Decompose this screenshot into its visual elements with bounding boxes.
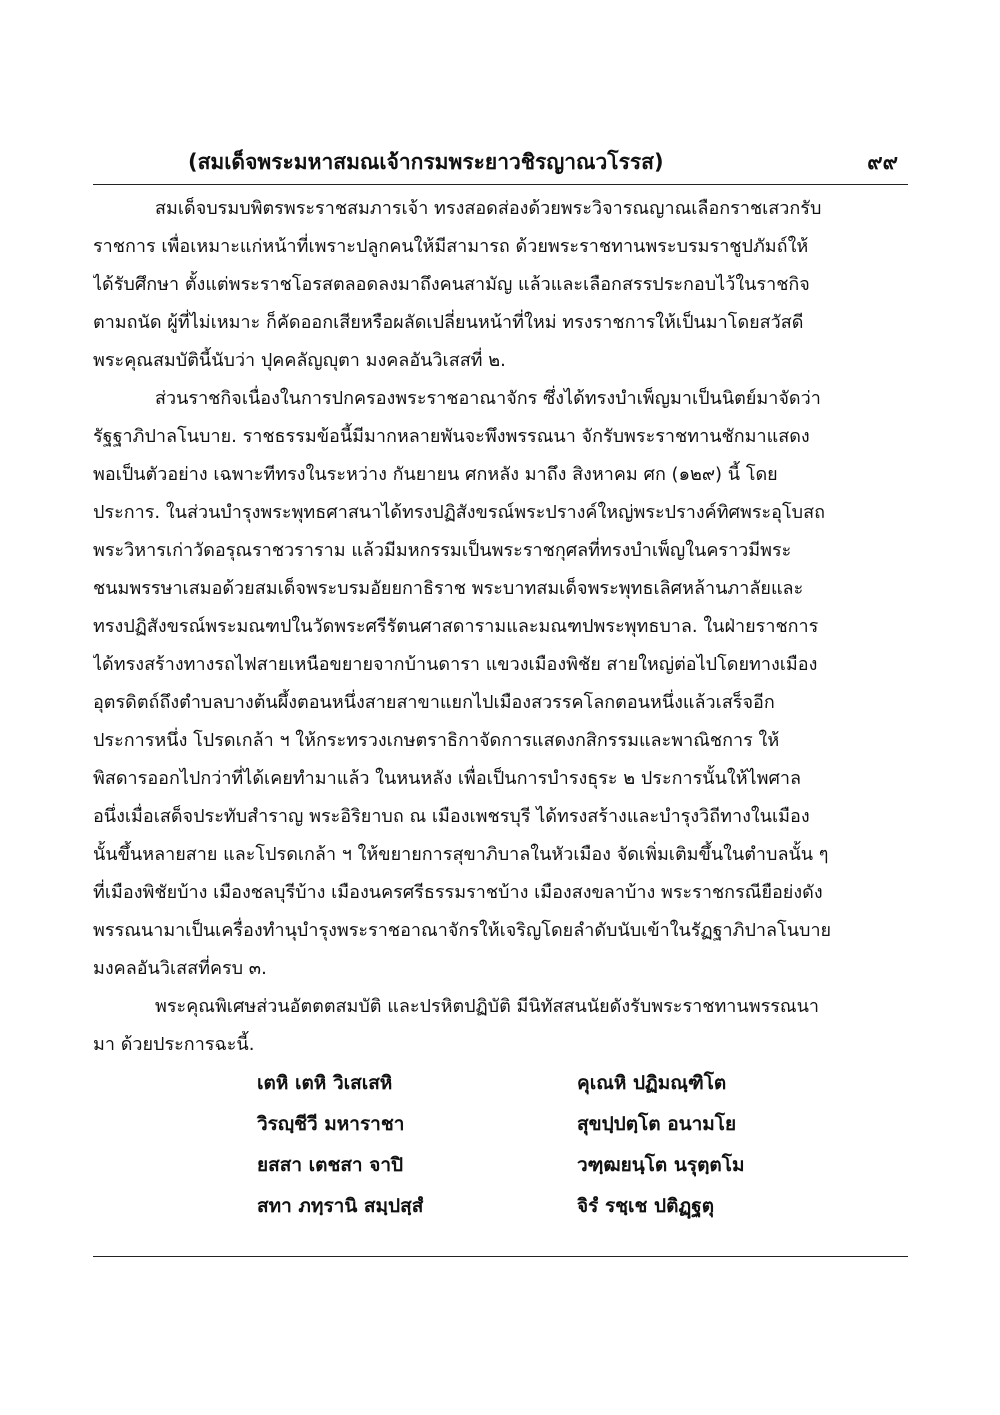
verse-second-half: จิรํ รชฺเช ปติฏฺฐตุ — [577, 1195, 715, 1217]
verse-first-half: เตหิ เตหิ วิเสเสหิ — [257, 1072, 393, 1094]
text-line: ประการ. ในส่วนบำรุงพระพุทธศาสนาได้ทรงปฏิสังขรณ์พระปรางค์ใหญ่พระปรางค์ทิศพระอุโบสถ — [93, 502, 825, 523]
text-line: สมเด็จบรมบพิตรพระราชสมภารเจ้า ทรงสอดส่องด้วยพระวิจารณญาณเลือกราชเสวกรับ — [155, 198, 822, 219]
text-line: พระคุณสมบัตินี้นับว่า ปุคคลัญญุตา มงคลอันวิเสสที่ ๒. — [93, 350, 506, 371]
text-line: ราชการ เพื่อเหมาะแก่หน้าที่เพราะปลูกคนให้มีสามารถ ด้วยพระราชทานพระบรมราชูปภัมถ์ให้ — [93, 236, 809, 257]
verse-row — [257, 1063, 817, 1104]
text-line: อุตรดิตถ์ถึงตำบลบางต้นผึ้งตอนหนึ่งสายสาขาแยกไปเมืองสวรรคโลกตอนหนึ่งแล้วเสร็จอีก — [93, 692, 775, 713]
verse-first-half: สทา ภทฺรานิ สมฺปสฺสํ — [257, 1195, 424, 1217]
verse-first-half: ยสสา เตชสา จาปิ — [257, 1154, 404, 1176]
verse-second-half: สุขปฺปตฺโต อนามโย — [577, 1113, 737, 1135]
text-line: ประการหนึ่ง โปรดเกล้า ฯ ให้กระทรวงเกษตราธิกาจัดการแสดงกสิกรรมและพาณิชการ ให้ — [93, 730, 780, 751]
text-line: พระวิหารเก่าวัดอรุณราชวราราม แล้วมีมหกรรมเป็นพระราชกุศลที่ทรงบำเพ็ญในคราวมีพระ — [93, 540, 792, 561]
verse-row — [257, 1104, 817, 1145]
text-line: ที่เมืองพิชัยบ้าง เมืองชลบุรีบ้าง เมืองนครศรีธรรมราชบ้าง เมืองสงขลาบ้าง พระราชกรณียือย่งดัง — [93, 882, 823, 903]
verse-second-half: คุเณหิ ปฏิมณฺฑิโต — [577, 1072, 727, 1094]
verse-row — [257, 1186, 817, 1227]
header-title: (สมเด็จพระมหาสมณเจ้ากรมพระยาวชิรญาณวโรรส) — [188, 150, 664, 174]
text-line: ส่วนราชกิจเนื่องในการปกครองพระราชอาณาจักร ซึ่งได้ทรงบำเพ็ญมาเป็นนิตย์มาจัดว่า — [155, 388, 821, 409]
text-line: พอเป็นตัวอย่าง เฉพาะทีทรงในระหว่าง กันยายน ศกหลัง มาถึง สิงหาคม ศก (๑๒๙) นี้ โดย — [93, 464, 778, 485]
text-line: อนึ่งเมื่อเสด็จประทับสำราญ พระอิริยาบถ ณ เมืองเพชรบุรี ได้ทรงสร้างและบำรุงวิถีทางในเมือง — [93, 806, 810, 827]
text-line: พรรณนามาเป็นเครื่องทำนุบำรุงพระราชอาณาจักรให้เจริญโดยลำดับนับเข้าในรัฏฐาภิปาลโนบาย — [93, 920, 832, 941]
text-line: มงคลอันวิเสสที่ครบ ๓. — [93, 958, 267, 979]
footer-divider — [93, 1256, 908, 1257]
verse-second-half: วฑฺฒยนฺโต นรุตฺตโม — [577, 1154, 745, 1176]
text-line: ชนมพรรษาเสมอด้วยสมเด็จพระบรมอัยยกาธิราช พระบาทสมเด็จพระพุทธเลิศหล้านภาลัยและ — [93, 578, 804, 599]
page-header — [93, 140, 908, 185]
verse-row — [257, 1145, 817, 1186]
pali-verse — [257, 1063, 817, 1227]
text-line: มา ด้วยประการฉะนี้. — [93, 1034, 255, 1055]
text-line: นั้นขึ้นหลายสาย และโปรดเกล้า ฯ ให้ขยายการสุขาภิบาลในหัวเมือง จัดเพิ่มเติมขึ้นในตำบลนั้น ๆ — [93, 844, 829, 865]
text-line: ตามถนัด ผู้ที่ไม่เหมาะ ก็คัดออกเสียหรือผลัดเปลี่ยนหน้าที่ใหม่ ทรงราชการให้เป็นมาโดยสวัสดี — [93, 312, 804, 333]
text-line: พระคุณพิเศษส่วนอัตตตสมบัติ และปรหิตปฏิบัติ มีนิทัสสนนัยดังรับพระราชทานพรรณนา — [155, 996, 820, 1017]
text-line: ทรงปฏิสังขรณ์พระมณฑปในวัดพระศรีรัตนศาสดารามและมณฑปพระพุทธบาล. ในฝ่ายราชการ — [93, 616, 819, 637]
text-line: พิสดารออกไปกว่าที่ได้เคยทำมาแล้ว ในหนหลัง เพื่อเป็นการบำรงธุระ ๒ ประการนั้นให้ไพศาล — [93, 768, 802, 789]
text-line: ได้รับศึกษา ตั้งแต่พระราชโอรสตลอดลงมาถึงคนสามัญ แล้วและเลือกสรรประกอบไว้ในราชกิจ — [93, 274, 810, 295]
text-line: รัฐฐาภิปาลโนบาย. ราชธรรมข้อนี้มีมากหลายพันจะพึงพรรณนา จักรับพระราชทานชักมาแสดง — [93, 426, 810, 447]
page-number: ๙๙ — [867, 150, 898, 174]
text-line: ได้ทรงสร้างทางรถไฟสายเหนือขยายจากบ้านดารา แขวงเมืองพิชัย สายใหญ่ต่อไปโดยทางเมือง — [93, 654, 818, 675]
body-text — [93, 190, 908, 1064]
verse-first-half: วิรญฺชีวี มหาราชา — [257, 1113, 405, 1135]
